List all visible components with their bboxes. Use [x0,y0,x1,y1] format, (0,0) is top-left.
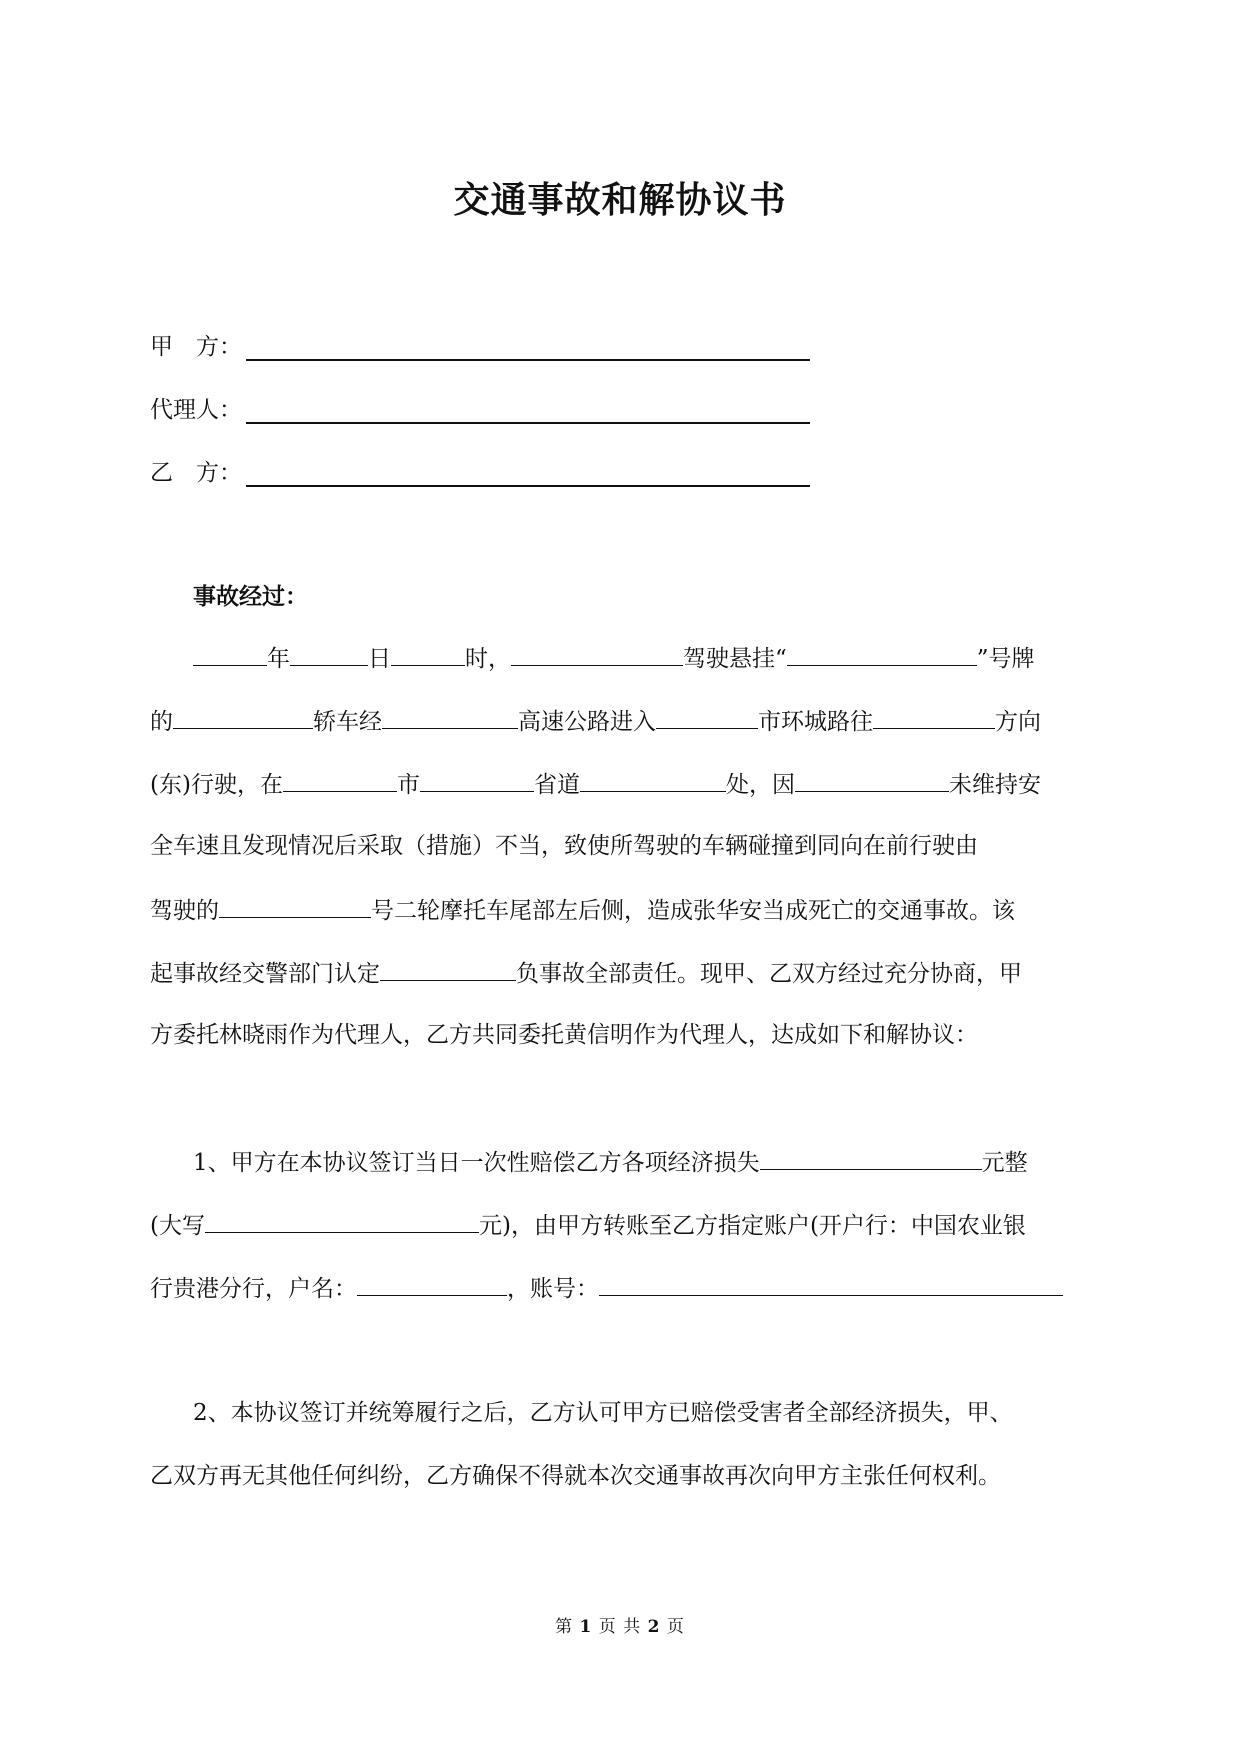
account-name-blank [357,1271,507,1296]
clause-1-line-3 [150,1271,1095,1303]
plate-blank [787,641,977,666]
hour-blank [391,641,465,666]
text: ”号牌 [976,646,1035,672]
city2-blank [283,767,397,792]
text: 元整 [981,1150,1028,1176]
text: 时， [465,646,511,672]
clause-2-line-1: 2、本协议签订并统筹履行之后，乙方认可甲方已赔偿受害者全部经济损失，甲、 [193,1400,1013,1426]
text: 处，因 [725,772,795,798]
clause-1-line-1 [193,1145,1095,1177]
road-blank [420,767,534,792]
section-heading: 事故经过： [193,584,308,610]
document-title: 交通事故和解协议书 [453,180,787,221]
city-blank [656,704,758,729]
motorcycle-blank [219,893,371,918]
body-line-7: 方委托林晓雨作为代理人，乙方共同委托黄信明作为代理人，达成如下和解协议： [150,1022,978,1048]
text: 元)，由甲方转账至乙方指定账户(开户行：中国农业银 [478,1213,1026,1239]
responsible-blank [380,956,516,981]
cause-blank [795,767,949,792]
body-line-5 [150,893,1095,925]
body-line-4: 全车速且发现情况后采取（措施）不当，致使所驾驶的车辆碰撞到同向在前行驶由 [150,833,978,859]
driver-blank [511,641,683,666]
text: 未维持安 [948,772,1041,798]
party-a-blank [246,329,810,361]
amount-words-blank [205,1208,479,1233]
amount-blank [760,1145,982,1170]
text: 驾驶悬挂“ [683,646,787,672]
text: 起事故经交警部门认定 [150,961,380,987]
party-b-label: 乙 方： [150,460,242,486]
text: 高速公路进入 [518,709,656,735]
party-a-row [150,321,810,361]
text: 1、甲方在本协议签订当日一次性赔偿乙方各项经济损失 [193,1150,760,1176]
page-footer [0,1612,1240,1637]
party-b-blank [246,455,810,487]
text: 方向 [995,709,1041,735]
text: 行贵港分行，户名： [150,1276,357,1302]
text: 的 [150,709,173,735]
text: 负事故全部责任。现甲、乙双方经过充分协商，甲 [516,961,1022,987]
text: 驾驶的 [150,898,219,924]
text: 省道 [533,772,580,798]
body-line-3 [150,767,1095,799]
text: 市 [396,772,420,798]
text: 日 [368,646,391,672]
footer-middle: 页 共 [598,1617,642,1637]
text: (东)行驶，在 [150,772,283,798]
agent-row [150,384,810,424]
car-blank [173,704,313,729]
agent-label: 代理人： [150,397,242,423]
year-blank [193,641,267,666]
text: (大写 [150,1213,205,1239]
clause-1-line-2 [150,1208,1095,1240]
clause-2-line-2: 乙双方再无其他任何纠纷，乙方确保不得就本次交通事故再次向甲方主张任何权利。 [150,1463,1001,1489]
text: ，账号： [507,1276,599,1302]
body-line-1 [193,641,1095,673]
day-blank [290,641,368,666]
text: 年 [267,646,290,672]
text: 轿车经 [313,709,382,735]
party-a-label: 甲 方： [150,334,242,360]
body-line-6 [150,956,1095,988]
footer-page-number: 1 [579,1617,593,1637]
footer-prefix: 第 [555,1617,574,1637]
direction-blank [873,704,995,729]
text: 市环城路往 [758,709,873,735]
highway-blank [382,704,518,729]
text: 号二轮摩托车尾部左后侧，造成张华安当成死亡的交通事故。该 [371,898,1015,924]
party-b-row [150,447,810,487]
location-blank [580,767,726,792]
footer-suffix: 页 [666,1617,685,1637]
agent-blank [246,392,810,424]
account-number-blank [599,1271,1063,1296]
footer-total-pages: 2 [647,1617,661,1637]
body-line-2 [150,704,1095,736]
